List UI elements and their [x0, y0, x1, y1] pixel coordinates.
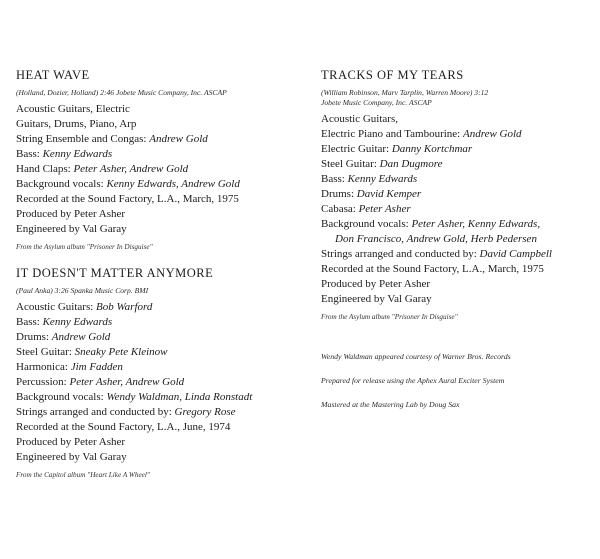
release-notes: [321, 352, 593, 410]
personnel-line: Electric Piano and Tambourine: Andrew Gold: [321, 128, 522, 140]
personnel-line: Strings arranged and conducted by: Gregory Rose: [16, 406, 236, 418]
personnel-line: Steel Guitar: Sneaky Pete Kleinow: [16, 346, 168, 358]
song-heat-wave: [16, 68, 300, 252]
personnel-list: [16, 300, 300, 465]
personnel-line: Bass: Kenny Edwards: [16, 148, 113, 160]
note-line: Mastered at the Mastering Lab by Doug Sax: [321, 400, 460, 409]
personnel-line: Recorded at the Sound Factory, L.A., June, 1974: [16, 421, 231, 433]
personnel-line: Background vocals: Wendy Waldman, Linda Ronstadt: [16, 391, 253, 403]
personnel-list: [321, 112, 593, 307]
personnel-line: Drums: David Kemper: [321, 188, 422, 200]
personnel-line: Produced by Peter Asher: [16, 208, 126, 220]
song-title: IT DOESN'T MATTER ANYMORE: [16, 266, 214, 280]
personnel-line: Acoustic Guitars: Bob Warford: [16, 301, 153, 313]
personnel-line: Acoustic Guitars,: [321, 113, 398, 125]
song-title: HEAT WAVE: [16, 68, 90, 82]
songwriter-credit: [16, 88, 300, 98]
personnel-line: Engineered by Val Garay: [321, 293, 432, 305]
personnel-line: Engineered by Val Garay: [16, 451, 127, 463]
song-title: TRACKS OF MY TEARS: [321, 68, 464, 82]
personnel-line: Background vocals: Kenny Edwards, Andrew Gold: [16, 178, 240, 190]
personnel-line: Engineered by Val Garay: [16, 223, 127, 235]
personnel-line: Cabasa: Peter Asher: [321, 203, 411, 215]
album-source: From the Asylum album "Prisoner In Disguise": [16, 243, 153, 251]
personnel-line: Steel Guitar: Dan Dugmore: [321, 158, 443, 170]
personnel-list: [16, 102, 300, 237]
personnel-line: Percussion: Peter Asher, Andrew Gold: [16, 376, 185, 388]
credit-line: (Holland, Dozier, Holland) 2:46 Jobete Music Company, Inc. ASCAP: [16, 88, 227, 97]
note-line: Prepared for release using the Aphex Aural Exciter System: [321, 376, 505, 385]
personnel-line: Recorded at the Sound Factory, L.A., March, 1975: [321, 263, 544, 275]
album-source: From the Capitol album "Heart Like A Wheel": [16, 471, 150, 479]
personnel-line: Background vocals: Peter Asher, Kenny Edwards,: [321, 218, 541, 230]
credit-line: (Paul Anka) 3:26 Spanka Music Corp. BMI: [16, 286, 149, 295]
personnel-line: Recorded at the Sound Factory, L.A., March, 1975: [16, 193, 239, 205]
personnel-line: Bass: Kenny Edwards: [16, 316, 113, 328]
song-it-doesnt-matter-anymore: [16, 266, 300, 480]
personnel-line: Don Francisco, Andrew Gold, Herb Pedersen: [335, 233, 537, 245]
credit-line: Jobete Music Company, Inc. ASCAP: [321, 98, 432, 107]
songwriter-credit: [16, 286, 300, 296]
note-line: Wendy Waldman appeared courtesy of Warner Bros. Records: [321, 352, 511, 361]
personnel-line: Guitars, Drums, Piano, Arp: [16, 118, 137, 130]
personnel-line: Produced by Peter Asher: [321, 278, 431, 290]
songwriter-credit: [321, 88, 593, 108]
personnel-line: Produced by Peter Asher: [16, 436, 126, 448]
personnel-line: Hand Claps: Peter Asher, Andrew Gold: [16, 163, 189, 175]
personnel-line: Strings arranged and conducted by: David Campbell: [321, 248, 552, 260]
credit-line: (William Robinson, Marv Tarplin, Warren Moore) 3:12: [321, 88, 489, 97]
personnel-line: Acoustic Guitars, Electric: [16, 103, 130, 115]
personnel-line: String Ensemble and Congas: Andrew Gold: [16, 133, 208, 145]
personnel-line: Bass: Kenny Edwards: [321, 173, 418, 185]
album-source: From the Asylum album "Prisoner In Disguise": [321, 313, 458, 321]
personnel-line: Harmonica: Jim Fadden: [16, 361, 123, 373]
song-tracks-of-my-tears: [321, 68, 593, 322]
personnel-line: Drums: Andrew Gold: [16, 331, 111, 343]
personnel-line: Electric Guitar: Danny Kortchmar: [321, 143, 473, 155]
